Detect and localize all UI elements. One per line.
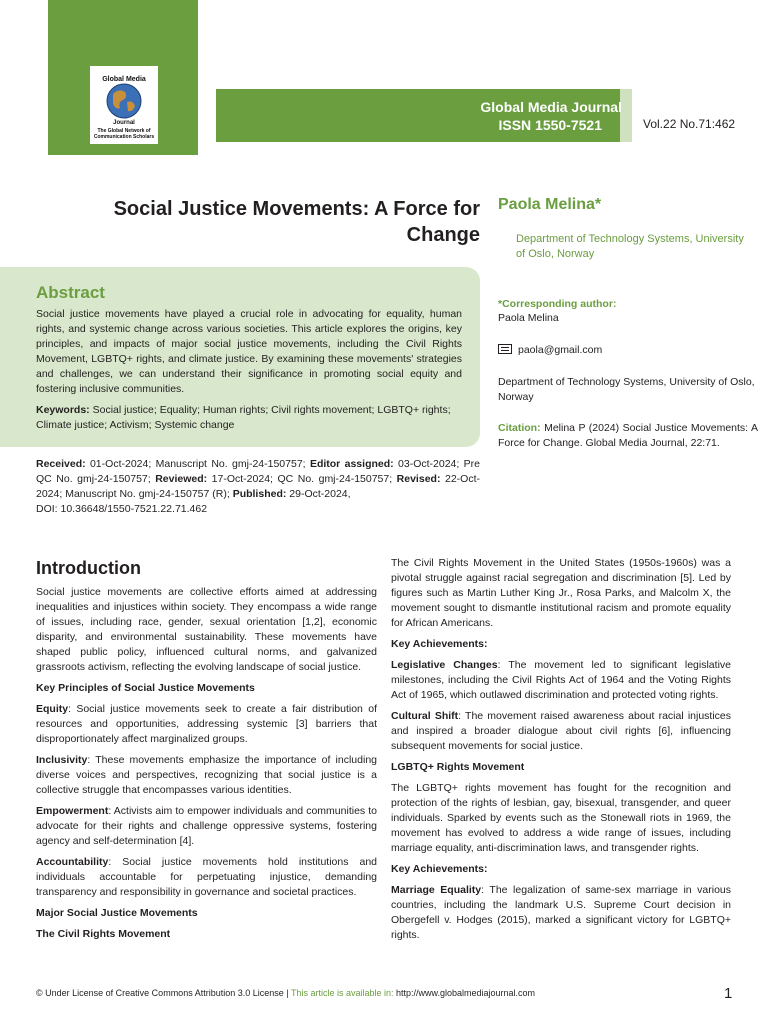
journal-url[interactable]: http://www.globalmediajournal.com xyxy=(395,988,536,998)
legislative-text: : The movement led to significant legislative milestones, including the Civil Rights Act of 1964 and the Voting Rights Act of 1965, which outlawed discrimination and protected voting rights. xyxy=(391,659,731,701)
volume-info: Vol.22 No.71:462 xyxy=(643,117,736,131)
email-icon xyxy=(498,344,512,354)
inclusivity-text: : These movements emphasize the importance of including diverse voices and perspectives, recognizing that social justice is a collective struggle that encompasses various identities. xyxy=(36,754,377,796)
cultural-text: : The movement raised awareness about racial injustices and inspired a broader dialogue about civil rights [6], influencing subsequent movements for social justice. xyxy=(391,710,731,752)
citation-label: Citation: xyxy=(498,422,541,434)
empowerment-text: : Activists aim to empower individuals and communities to advocate for their rights and challenge oppressive systems, fostering agency and self-determination [4]. xyxy=(36,805,377,847)
editor-label: Editor assigned: xyxy=(309,458,394,470)
citation-text: Melina P (2024) Social Justice Movements: A Force for Change. Global Media Journal, 22:71. xyxy=(498,422,758,449)
keywords-list: Social justice; Equality; Human rights; Civil rights movement; LGBTQ+ rights; Climate justice; Activism; Systemic change xyxy=(36,404,451,431)
revised-value: 22-Oct-2024; Manuscript No. gmj-24-150757 (R); xyxy=(36,473,480,500)
email-link[interactable]: paola@gmail.com xyxy=(518,344,603,356)
marriage-paragraph xyxy=(391,883,731,943)
achievements2-heading: Key Achievements: xyxy=(391,863,488,875)
globe-logo-icon xyxy=(97,72,151,126)
abstract-heading: Abstract xyxy=(36,283,105,302)
published-label: Published: xyxy=(232,488,287,500)
email-row xyxy=(498,343,760,358)
author-affiliation: Department of Technology Systems, University of Oslo, Norway xyxy=(516,233,744,260)
logo-text-bottom: Journal xyxy=(113,120,135,126)
lgbtq-paragraph: The LGBTQ+ rights movement has fought for the recognition and protection of the rights of lesbian, gay, bisexual, transgender, and queer individuals. Sparked by events such as the Stonewall riots in 1969, the movement has evolved to address a wide range of issues, including marriage equality, anti-discrimination laws, and transgender rights. xyxy=(391,782,731,854)
empowerment-paragraph xyxy=(36,804,377,849)
marriage-label: Marriage Equality xyxy=(391,884,482,896)
doi[interactable]: DOI: 10.36648/1550-7521.22.71.462 xyxy=(36,503,208,515)
abstract-text: Social justice movements have played a crucial role in advocating for equality, human rights, and systemic change across various societies. This article explores the origins, key principles, and impacts of major social justice movements, including the Civil Rights Movement, LGBTQ+ rights, and climate justice. By examining these movements' strategies and challenges, we can understand their significance in promoting social equity and fostering inclusive communities. xyxy=(36,308,462,395)
keywords xyxy=(36,403,462,433)
page-number: 1 xyxy=(724,985,733,1002)
logo-caption: The Global Network of Communication Scholars xyxy=(93,128,155,140)
achievements-heading: Key Achievements: xyxy=(391,638,488,650)
received-label: Received: xyxy=(36,458,86,470)
published-value: 29-Oct-2024, xyxy=(286,488,351,500)
paper-title: Social Justice Movements: A Force for Change xyxy=(113,198,480,246)
inclusivity-paragraph xyxy=(36,753,377,798)
major-movements-heading: Major Social Justice Movements xyxy=(36,907,198,919)
reviewed-label: Reviewed: xyxy=(155,473,208,485)
civil-rights-heading: The Civil Rights Movement xyxy=(36,928,171,940)
introduction-heading: Introduction xyxy=(36,558,141,578)
journal-name: Global Media Journal xyxy=(480,99,622,115)
principles-heading: Key Principles of Social Justice Movements xyxy=(36,682,255,694)
body-column-left xyxy=(36,585,377,948)
corresponding-affiliation: Department of Technology Systems, University of Oslo, Norway xyxy=(498,376,755,403)
received-value: 01-Oct-2024; Manuscript No. gmj-24-150757; xyxy=(85,458,310,470)
journal-issn: ISSN 1550-7521 xyxy=(498,117,602,133)
equity-label: Equity xyxy=(36,703,69,715)
cultural-paragraph xyxy=(391,709,731,754)
keywords-label: Keywords: xyxy=(36,404,90,416)
revised-label: Revised: xyxy=(396,473,441,485)
equity-paragraph xyxy=(36,702,377,747)
accountability-label: Accountability xyxy=(36,856,109,868)
lgbtq-heading: LGBTQ+ Rights Movement xyxy=(391,761,525,773)
marriage-text: : The legalization of same-sex marriage in various countries, including the landmark U.S. Supreme Court decision in Obergefell v. Hodges (2015), marked a significant victory for LGBTQ+ rights. xyxy=(391,884,732,941)
citation xyxy=(498,421,758,451)
author-name: Paola Melina* xyxy=(498,196,602,213)
civil-rights-paragraph: The Civil Rights Movement in the United States (1950s-1960s) was a pivotal struggle against racial segregation and discrimination [5]. Led by figures such as Martin Luther King Jr., Rosa Parks, and Malcolm X, the movement sought to dismantle institutional racism and promote equality for African Americans. xyxy=(391,557,731,629)
body-column-right xyxy=(391,556,731,949)
corresponding-label: *Corresponding author: xyxy=(498,298,617,310)
footer-license xyxy=(36,988,535,998)
inclusivity-label: Inclusivity xyxy=(36,754,88,766)
cultural-label: Cultural Shift xyxy=(391,710,459,722)
available-text: This article is available in: xyxy=(290,988,396,998)
accountability-text: : Social justice movements hold institutions and individuals accountable for perpetuating injustice, demanding transparency and responsibility in governance and societal practices. xyxy=(36,856,377,898)
logo-text-top: Global Media xyxy=(102,76,146,83)
legislative-paragraph xyxy=(391,658,731,703)
equity-text: : Social justice movements seek to create a fair distribution of resources and opportunities, addressing systemic [3] barriers that disproportionately affect marginalized groups. xyxy=(36,703,377,745)
license-text: © Under License of Creative Commons Attribution 3.0 License | xyxy=(36,988,291,998)
corresponding-name: Paola Melina xyxy=(498,312,559,324)
reviewed-value: 17-Oct-2024; QC No. gmj-24-150757; xyxy=(207,473,397,485)
article-dates xyxy=(36,457,480,517)
legislative-label: Legislative Changes xyxy=(391,659,498,671)
accountability-paragraph xyxy=(36,855,377,900)
empowerment-label: Empowerment xyxy=(36,805,109,817)
intro-paragraph: Social justice movements are collective efforts aimed at addressing inequalities and injustices within society. They encompass a wide range of issues, including race, gender, sexual orientation [1,2], economic disparity, and environmental sustainability. These movements have shaped public policy, influenced cultural norms, and galvanized grassroots activism, reflecting the evolving landscape of social justice. xyxy=(36,586,377,673)
editor-value: 03-Oct-2024; Pre QC No. gmj-24-150757; xyxy=(36,458,480,485)
